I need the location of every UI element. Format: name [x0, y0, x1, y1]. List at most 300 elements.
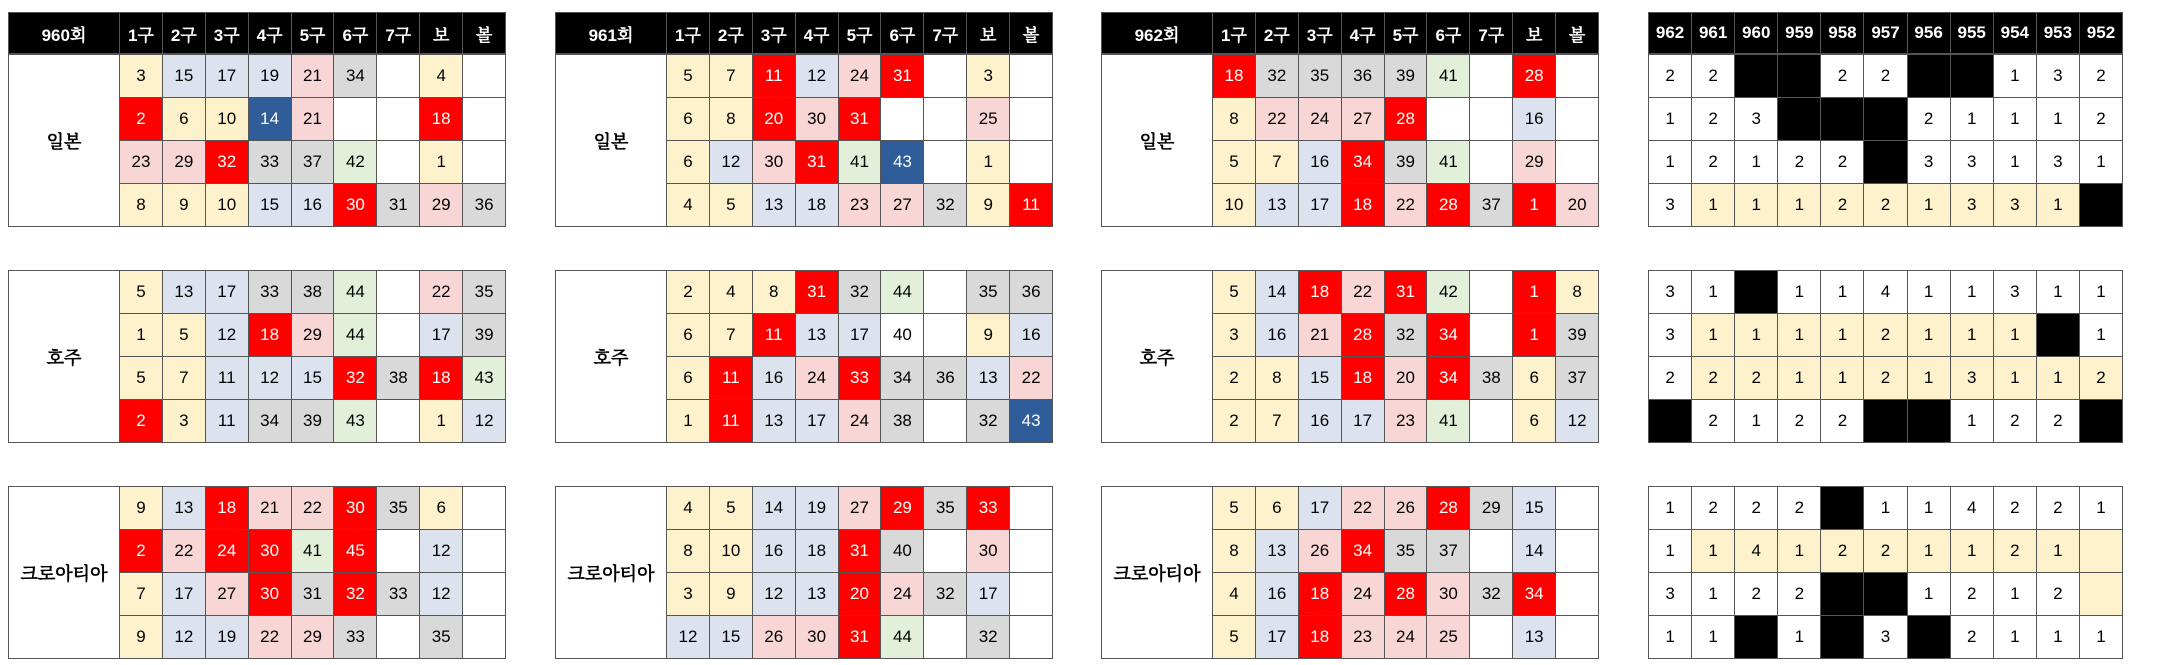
number-cell: 24	[881, 573, 924, 616]
country-block-0-1	[8, 270, 506, 443]
number-cell	[377, 530, 420, 573]
number-cell: 17	[1298, 184, 1341, 227]
frequency-cell	[1864, 400, 1907, 443]
frequency-cell: 3	[1993, 271, 2036, 314]
number-cell: 4	[667, 184, 710, 227]
number-cell: 17	[1341, 400, 1384, 443]
number-cell: 24	[1341, 573, 1384, 616]
number-cell: 1	[420, 400, 463, 443]
country-block-0-2	[8, 486, 506, 659]
country-label: 크로아티아	[556, 487, 667, 659]
number-cell: 22	[420, 271, 463, 314]
number-cell: 33	[838, 357, 881, 400]
number-cell: 5	[120, 271, 163, 314]
number-cell: 16	[752, 357, 795, 400]
number-cell: 14	[1513, 530, 1556, 573]
number-cell	[1010, 573, 1053, 616]
number-cell: 43	[1010, 400, 1053, 443]
number-cell: 18	[420, 98, 463, 141]
frequency-cell: 1	[1778, 616, 1821, 659]
number-cell: 34	[1427, 357, 1470, 400]
frequency-block-2	[1648, 486, 2123, 659]
frequency-cell: 1	[1778, 271, 1821, 314]
table-row	[1649, 530, 2123, 573]
number-cell	[881, 98, 924, 141]
frequency-cell: 3	[1950, 357, 1993, 400]
frequency-cell: 1	[2036, 530, 2079, 573]
frequency-cell: 2	[1692, 487, 1735, 530]
number-cell: 10	[1213, 184, 1256, 227]
number-cell: 8	[1213, 98, 1256, 141]
frequency-block-0	[1648, 54, 2123, 227]
column-header: 볼	[1556, 13, 1599, 54]
number-cell: 11	[752, 314, 795, 357]
number-cell: 44	[334, 314, 377, 357]
frequency-header	[1648, 12, 2123, 54]
round-column-header: 955	[1950, 13, 1993, 54]
number-cell: 32	[924, 184, 967, 227]
number-cell: 8	[120, 184, 163, 227]
frequency-cell: 4	[1950, 487, 1993, 530]
number-cell: 17	[795, 400, 838, 443]
number-cell: 32	[1470, 573, 1513, 616]
frequency-block-1	[1648, 270, 2123, 443]
frequency-cell: 1	[1950, 400, 1993, 443]
number-cell: 37	[291, 141, 334, 184]
frequency-cell	[2036, 314, 2079, 357]
frequency-cell: 2	[1692, 141, 1735, 184]
frequency-cell: 1	[1778, 530, 1821, 573]
frequency-cell: 1	[1950, 271, 1993, 314]
country-block-2-0	[1101, 54, 1599, 227]
frequency-cell: 2	[1778, 400, 1821, 443]
round-column-header: 959	[1778, 13, 1821, 54]
column-header: 6구	[1427, 13, 1470, 54]
number-cell: 10	[205, 98, 248, 141]
number-cell: 41	[1427, 141, 1470, 184]
frequency-cell: 1	[2079, 271, 2122, 314]
number-cell: 12	[795, 55, 838, 98]
number-cell: 17	[205, 55, 248, 98]
number-cell: 28	[1427, 487, 1470, 530]
number-cell	[924, 616, 967, 659]
number-cell: 16	[1010, 314, 1053, 357]
number-cell: 32	[1255, 55, 1298, 98]
number-cell: 41	[838, 141, 881, 184]
number-cell: 37	[1556, 357, 1599, 400]
frequency-cell: 2	[1692, 98, 1735, 141]
number-cell: 29	[291, 314, 334, 357]
frequency-cell: 1	[1778, 314, 1821, 357]
number-cell: 18	[420, 357, 463, 400]
table-row	[9, 487, 506, 530]
number-cell: 26	[1384, 487, 1427, 530]
number-cell: 34	[248, 400, 291, 443]
frequency-cell: 2	[1821, 141, 1864, 184]
number-cell	[1556, 98, 1599, 141]
number-cell: 36	[1341, 55, 1384, 98]
number-cell: 24	[838, 400, 881, 443]
number-cell: 9	[162, 184, 205, 227]
column-header: 4구	[248, 13, 291, 54]
table-row	[1649, 573, 2123, 616]
number-cell: 22	[248, 616, 291, 659]
frequency-cell: 1	[1649, 141, 1692, 184]
frequency-cell	[1821, 573, 1864, 616]
column-header: 3구	[205, 13, 248, 54]
number-cell	[377, 271, 420, 314]
table-row	[1649, 616, 2123, 659]
number-cell: 32	[924, 573, 967, 616]
frequency-cell: 1	[1649, 616, 1692, 659]
number-cell: 14	[1255, 271, 1298, 314]
frequency-cell: 2	[1907, 98, 1950, 141]
number-cell: 28	[1384, 98, 1427, 141]
frequency-cell	[1778, 55, 1821, 98]
number-cell: 18	[1341, 357, 1384, 400]
number-cell: 5	[709, 487, 752, 530]
number-cell: 3	[162, 400, 205, 443]
number-cell: 4	[1213, 573, 1256, 616]
number-cell: 27	[881, 184, 924, 227]
number-cell	[1010, 55, 1053, 98]
number-cell: 41	[1427, 400, 1470, 443]
column-header: 보	[1513, 13, 1556, 54]
number-cell: 9	[120, 616, 163, 659]
number-cell: 12	[1556, 400, 1599, 443]
number-cell: 38	[377, 357, 420, 400]
number-cell: 6	[162, 98, 205, 141]
table-row	[556, 55, 1053, 98]
frequency-cell: 1	[2079, 314, 2122, 357]
frequency-cell: 3	[1649, 314, 1692, 357]
number-cell	[1470, 98, 1513, 141]
column-header: 4구	[795, 13, 838, 54]
number-cell: 16	[1513, 98, 1556, 141]
number-cell: 35	[377, 487, 420, 530]
frequency-cell: 2	[1778, 573, 1821, 616]
frequency-cell: 1	[2036, 616, 2079, 659]
frequency-cell: 2	[1649, 55, 1692, 98]
frequency-cell: 1	[1950, 98, 1993, 141]
number-cell: 15	[1298, 357, 1341, 400]
country-block-1-2	[555, 486, 1053, 659]
frequency-cell	[1649, 400, 1692, 443]
number-cell	[377, 616, 420, 659]
number-cell: 12	[463, 400, 506, 443]
frequency-cell: 1	[1692, 530, 1735, 573]
number-cell: 22	[1384, 184, 1427, 227]
round-label: 961회	[556, 13, 667, 54]
number-cell	[463, 573, 506, 616]
number-cell: 35	[1384, 530, 1427, 573]
frequency-cell: 2	[2079, 357, 2122, 400]
frequency-cell: 1	[1821, 357, 1864, 400]
frequency-cell: 1	[2079, 141, 2122, 184]
frequency-cell: 3	[1864, 616, 1907, 659]
number-cell: 17	[420, 314, 463, 357]
frequency-cell	[1864, 141, 1907, 184]
country-label: 호주	[9, 271, 120, 443]
number-cell: 10	[709, 530, 752, 573]
frequency-cell: 2	[1993, 530, 2036, 573]
number-cell: 13	[752, 184, 795, 227]
frequency-cell: 1	[1950, 530, 1993, 573]
frequency-cell: 3	[1735, 98, 1778, 141]
number-cell: 31	[795, 271, 838, 314]
number-cell: 29	[881, 487, 924, 530]
number-cell: 18	[1298, 271, 1341, 314]
frequency-cell: 1	[1649, 487, 1692, 530]
number-cell: 34	[881, 357, 924, 400]
number-cell: 12	[667, 616, 710, 659]
number-cell: 8	[752, 271, 795, 314]
number-cell	[1010, 487, 1053, 530]
column-header: 5구	[838, 13, 881, 54]
number-cell: 18	[1298, 573, 1341, 616]
number-cell: 9	[967, 314, 1010, 357]
number-cell	[1470, 616, 1513, 659]
frequency-cell	[1907, 55, 1950, 98]
number-cell: 6	[667, 357, 710, 400]
number-cell: 29	[1470, 487, 1513, 530]
frequency-cell	[1735, 616, 1778, 659]
number-cell	[1010, 616, 1053, 659]
frequency-cell: 2	[1950, 573, 1993, 616]
number-cell: 32	[334, 573, 377, 616]
number-cell	[377, 400, 420, 443]
number-cell: 20	[1384, 357, 1427, 400]
number-cell: 10	[205, 184, 248, 227]
number-cell: 12	[709, 141, 752, 184]
table-row	[1649, 141, 2123, 184]
number-cell: 36	[1010, 271, 1053, 314]
frequency-cell: 2	[2079, 55, 2122, 98]
number-cell: 29	[1513, 141, 1556, 184]
number-cell: 12	[162, 616, 205, 659]
number-cell	[924, 55, 967, 98]
number-cell	[377, 314, 420, 357]
number-cell: 30	[334, 184, 377, 227]
number-cell: 23	[1384, 400, 1427, 443]
number-cell: 15	[709, 616, 752, 659]
number-cell: 45	[334, 530, 377, 573]
number-cell: 16	[1298, 400, 1341, 443]
frequency-cell: 1	[1907, 573, 1950, 616]
frequency-cell: 2	[1778, 487, 1821, 530]
frequency-cell: 2	[1778, 141, 1821, 184]
number-cell: 31	[838, 98, 881, 141]
number-cell: 15	[248, 184, 291, 227]
table-row	[1102, 487, 1599, 530]
number-cell	[1556, 55, 1599, 98]
number-cell: 23	[1341, 616, 1384, 659]
number-cell: 5	[1213, 487, 1256, 530]
number-cell	[924, 98, 967, 141]
frequency-cell: 1	[1735, 314, 1778, 357]
number-cell: 42	[334, 141, 377, 184]
number-cell: 20	[752, 98, 795, 141]
number-cell: 24	[838, 55, 881, 98]
number-cell: 37	[1427, 530, 1470, 573]
round-column-header: 958	[1821, 13, 1864, 54]
number-cell: 18	[795, 530, 838, 573]
column-header: 5구	[291, 13, 334, 54]
frequency-cell: 1	[1907, 487, 1950, 530]
number-cell: 32	[967, 400, 1010, 443]
number-cell: 30	[1427, 573, 1470, 616]
number-cell: 31	[838, 616, 881, 659]
frequency-cell: 1	[1735, 400, 1778, 443]
frequency-cell	[1821, 616, 1864, 659]
number-cell: 17	[205, 271, 248, 314]
number-cell: 7	[162, 357, 205, 400]
number-cell: 4	[709, 271, 752, 314]
round-label: 960회	[9, 13, 120, 54]
frequency-cell: 3	[2036, 141, 2079, 184]
number-cell: 12	[420, 573, 463, 616]
number-cell: 13	[795, 314, 838, 357]
number-cell: 1	[667, 400, 710, 443]
number-cell: 34	[1427, 314, 1470, 357]
number-cell: 1	[1513, 184, 1556, 227]
number-cell	[1470, 400, 1513, 443]
number-cell: 17	[1255, 616, 1298, 659]
frequency-cell: 2	[1821, 400, 1864, 443]
number-cell: 29	[291, 616, 334, 659]
number-cell: 16	[1298, 141, 1341, 184]
number-cell: 15	[162, 55, 205, 98]
number-cell	[1470, 141, 1513, 184]
number-cell: 32	[967, 616, 1010, 659]
number-cell: 2	[667, 271, 710, 314]
number-cell: 14	[752, 487, 795, 530]
frequency-cell: 1	[1993, 573, 2036, 616]
number-cell: 22	[291, 487, 334, 530]
number-cell: 14	[248, 98, 291, 141]
number-cell: 35	[1298, 55, 1341, 98]
number-cell: 33	[334, 616, 377, 659]
number-cell: 30	[334, 487, 377, 530]
number-cell: 5	[1213, 271, 1256, 314]
round-column-header: 952	[2079, 13, 2122, 54]
number-cell: 7	[709, 55, 752, 98]
frequency-cell: 2	[1649, 357, 1692, 400]
draw-header-1	[555, 12, 1053, 54]
number-cell: 15	[291, 357, 334, 400]
number-cell: 13	[967, 357, 1010, 400]
round-column-header: 962	[1649, 13, 1692, 54]
frequency-cell: 1	[1692, 573, 1735, 616]
round-column-header: 956	[1907, 13, 1950, 54]
number-cell: 21	[248, 487, 291, 530]
country-label: 일본	[1102, 55, 1213, 227]
frequency-cell	[2079, 530, 2122, 573]
table-row	[1649, 271, 2123, 314]
number-cell	[334, 98, 377, 141]
frequency-cell: 1	[1907, 357, 1950, 400]
number-cell	[1470, 530, 1513, 573]
column-header: 7구	[1470, 13, 1513, 54]
frequency-cell: 1	[1907, 271, 1950, 314]
number-cell: 25	[1427, 616, 1470, 659]
number-cell: 8	[1255, 357, 1298, 400]
number-cell: 38	[1470, 357, 1513, 400]
table-row	[1649, 184, 2123, 227]
number-cell: 28	[1513, 55, 1556, 98]
frequency-cell: 3	[1649, 271, 1692, 314]
number-cell: 15	[1513, 487, 1556, 530]
number-cell: 1	[120, 314, 163, 357]
number-cell: 18	[248, 314, 291, 357]
number-cell: 26	[1298, 530, 1341, 573]
column-header: 2구	[1255, 13, 1298, 54]
number-cell: 5	[120, 357, 163, 400]
number-cell: 31	[881, 55, 924, 98]
frequency-cell: 2	[1864, 55, 1907, 98]
frequency-cell: 2	[1950, 616, 1993, 659]
number-cell: 29	[162, 141, 205, 184]
country-label: 크로아티아	[9, 487, 120, 659]
number-cell: 36	[924, 357, 967, 400]
number-cell: 3	[1213, 314, 1256, 357]
number-cell: 32	[205, 141, 248, 184]
frequency-cell: 1	[1907, 184, 1950, 227]
table-row	[1649, 98, 2123, 141]
draw-header-2	[1101, 12, 1599, 54]
country-block-2-2	[1101, 486, 1599, 659]
frequency-cell: 1	[2079, 487, 2122, 530]
number-cell	[463, 530, 506, 573]
frequency-cell: 2	[1821, 184, 1864, 227]
frequency-cell: 1	[1993, 314, 2036, 357]
frequency-cell: 2	[1864, 184, 1907, 227]
frequency-cell: 1	[1864, 487, 1907, 530]
number-cell: 2	[120, 98, 163, 141]
number-cell: 40	[881, 530, 924, 573]
number-cell	[924, 400, 967, 443]
frequency-cell: 1	[1993, 616, 2036, 659]
country-label: 호주	[556, 271, 667, 443]
frequency-cell: 1	[1993, 141, 2036, 184]
number-cell: 7	[1255, 400, 1298, 443]
frequency-cell: 2	[1735, 573, 1778, 616]
frequency-cell: 2	[1821, 55, 1864, 98]
country-block-2-1	[1101, 270, 1599, 443]
number-cell: 13	[1513, 616, 1556, 659]
number-cell: 23	[120, 141, 163, 184]
number-cell: 27	[205, 573, 248, 616]
number-cell: 6	[1255, 487, 1298, 530]
country-block-0-0	[8, 54, 506, 227]
number-cell: 32	[334, 357, 377, 400]
number-cell: 29	[420, 184, 463, 227]
number-cell: 8	[709, 98, 752, 141]
number-cell	[1470, 55, 1513, 98]
number-cell: 30	[248, 573, 291, 616]
table-row	[1649, 55, 2123, 98]
number-cell: 41	[1427, 55, 1470, 98]
number-cell: 16	[291, 184, 334, 227]
number-cell: 1	[1513, 314, 1556, 357]
number-cell: 1	[1513, 271, 1556, 314]
number-cell: 30	[248, 530, 291, 573]
number-cell: 28	[1341, 314, 1384, 357]
frequency-cell: 1	[2036, 271, 2079, 314]
frequency-cell: 3	[2036, 55, 2079, 98]
column-header: 6구	[334, 13, 377, 54]
number-cell: 6	[420, 487, 463, 530]
